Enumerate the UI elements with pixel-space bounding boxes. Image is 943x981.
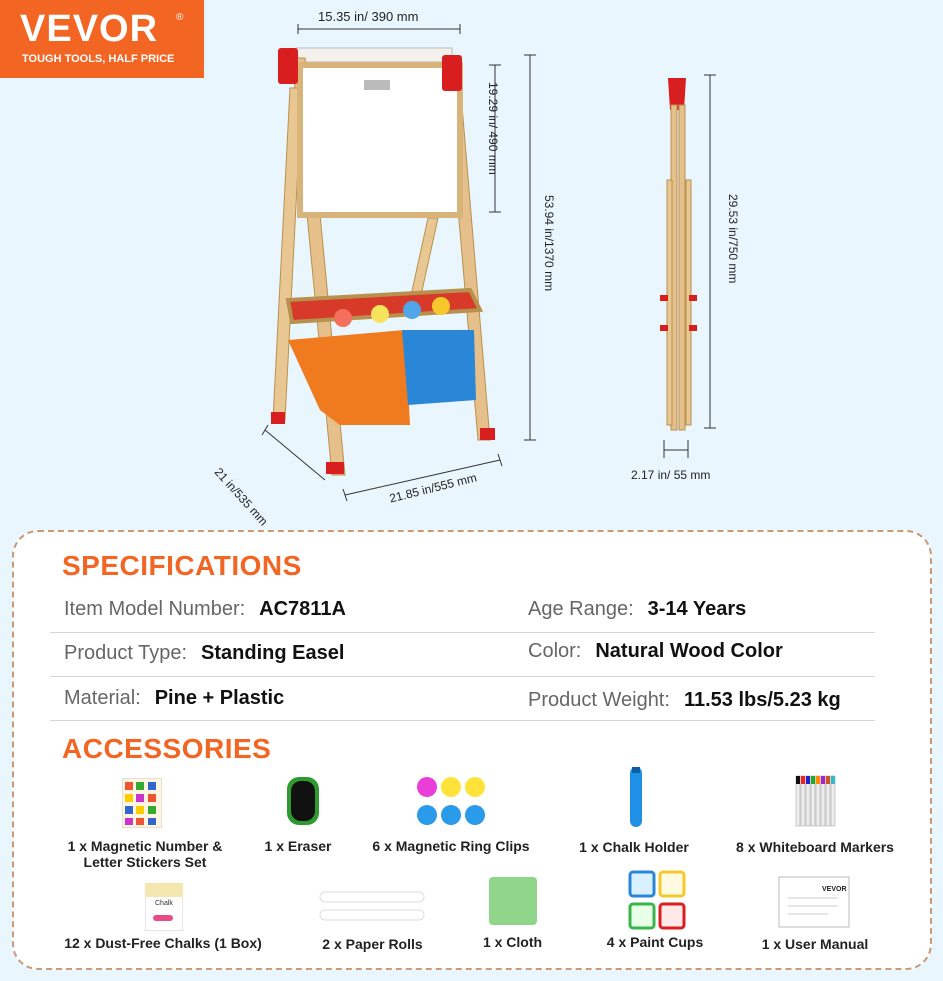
front-easel	[271, 48, 495, 475]
paint-cups-image	[628, 870, 686, 932]
accessory-label: 8 x Whiteboard Markers	[736, 839, 894, 855]
chalk-box-text: Chalk	[155, 900, 173, 907]
accessory-label: 1 x Cloth	[482, 934, 543, 950]
logo-registered: ®	[176, 12, 184, 23]
accessory-label: 1 x User Manual	[761, 936, 869, 952]
cloth-image	[487, 875, 539, 927]
ring-clips-image	[415, 775, 487, 829]
dim-board-height: 19.29 in/ 490 mm	[486, 82, 500, 175]
spec-row	[50, 632, 875, 677]
accessory-label: 2 x Paper Rolls	[322, 936, 423, 952]
spec-item-material: Material: Pine + Plastic	[64, 687, 285, 709]
accessory-label: 1 x Chalk Holder	[579, 839, 689, 855]
dim-width-bottom: 21.85 in/555 mm	[388, 470, 479, 506]
dim-total-height: 53.94 in/1370 mm	[542, 195, 556, 292]
accessory-label: 6 x Magnetic Ring Clips	[372, 838, 530, 854]
logo-tagline: TOUGH TOOLS, HALF PRICE	[22, 53, 175, 65]
accessory-label: 12 x Dust-Free Chalks (1 Box)	[64, 935, 262, 951]
manual-brand: VEVOR	[822, 886, 847, 893]
specifications-title: SPECIFICATIONS	[62, 550, 302, 581]
user-manual-image	[778, 876, 850, 928]
spec-item-weight: Product Weight: 11.53 lbs/5.23 kg	[528, 689, 841, 711]
accessory-label: 1 x Magnetic Number & Letter Stickers Set	[67, 838, 223, 870]
dim-folded-height: 29.53 in/750 mm	[726, 194, 740, 284]
logo-brand: VEVOR	[20, 8, 159, 50]
spec-row	[50, 676, 875, 721]
spec-item-model: Item Model Number: AC7811A	[64, 598, 346, 620]
side-easel	[660, 78, 697, 430]
markers-image	[795, 774, 837, 828]
accessory-label: 4 x Paint Cups	[606, 934, 704, 950]
accessories-title: ACCESSORIES	[62, 733, 272, 764]
accessory-label: 1 x Eraser	[264, 838, 332, 854]
dim-depth: 21 in/535 mm	[211, 465, 271, 529]
chalk-box-image	[145, 883, 183, 931]
spec-item-type: Product Type: Standing Easel	[64, 642, 345, 664]
spec-item-color: Color: Natural Wood Color	[528, 640, 783, 662]
paper-rolls-image	[318, 890, 426, 924]
eraser-image	[285, 775, 321, 827]
spec-item-age: Age Range: 3-14 Years	[528, 598, 747, 620]
dim-width-top: 15.35 in/ 390 mm	[318, 9, 419, 24]
stickers-image	[122, 778, 162, 828]
chalk-holder-image	[626, 765, 646, 829]
dim-folded-depth: 2.17 in/ 55 mm	[631, 468, 711, 482]
spec-row	[50, 588, 875, 633]
